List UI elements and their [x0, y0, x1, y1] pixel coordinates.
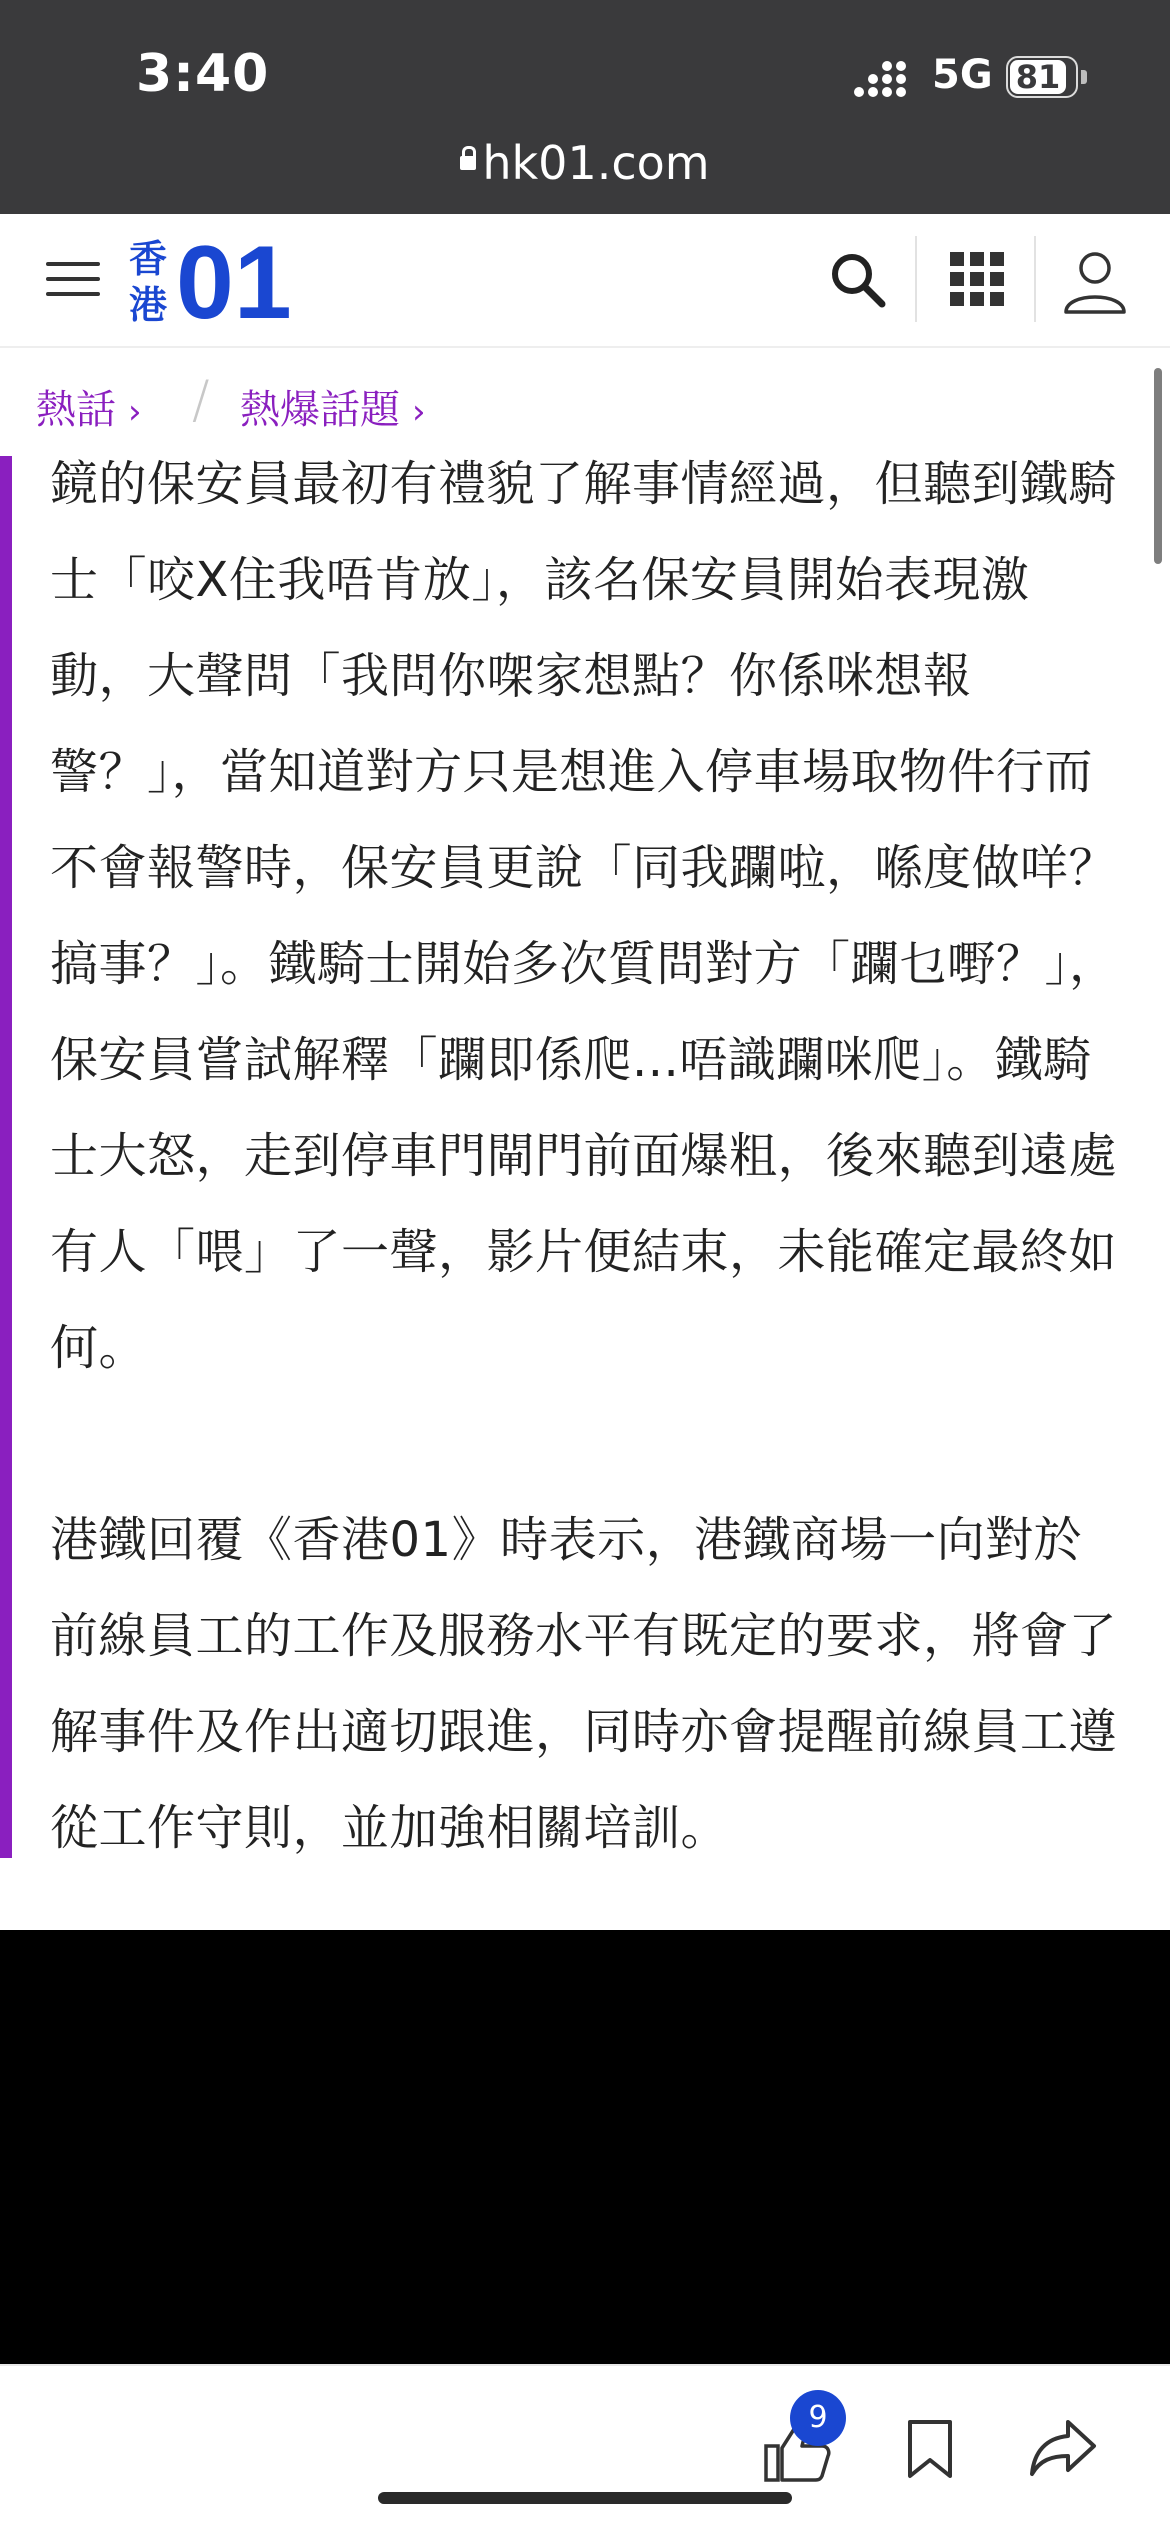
logo-01-mark	[176, 234, 302, 330]
logo-01-text: 01	[176, 234, 292, 330]
bookmark-icon[interactable]	[906, 2418, 954, 2480]
share-icon[interactable]	[1028, 2416, 1098, 2480]
breadcrumb-item-hot-topics[interactable]	[36, 378, 142, 435]
site-header	[0, 214, 1170, 348]
search-icon[interactable]	[828, 250, 888, 310]
article-paragraph: 鏡的保安員最初有禮貌了解事情經過，但聽到鐵騎士「咬X住我唔肯放」，該名保安員開始表現激動，大聲問「我問你㗎家想點？你係咪想報警？」，當知道對方只是想進入停車場取物件行而不會報警時，保安員更說「同我躝啦，喺度做咩？搞事？」。鐵騎士開始多次質問對方「躝乜嘢？」，保安員嘗試解釋「躝即係爬...唔識躝咪爬」。鐵騎士大怒，走到停車門閘門前面爆粗，後來聽到遠處有人「喂」了一聲，影片便結束，未能確定最終如何。	[50, 456, 1118, 1376]
breadcrumb	[0, 348, 1170, 456]
article-accent-bar	[0, 456, 12, 1858]
breadcrumb-item-trending[interactable]	[240, 378, 426, 435]
breadcrumb-label: 熱爆話題	[240, 387, 400, 433]
article-toolbar	[0, 2364, 1170, 2534]
network-type: 5G	[932, 52, 993, 98]
battery-icon	[1006, 56, 1088, 100]
apps-grid-icon[interactable]	[950, 252, 1004, 306]
home-indicator	[378, 2492, 792, 2504]
logo-chinese-text: 香港	[128, 237, 167, 327]
cellular-signal-icon	[853, 60, 915, 98]
header-divider	[915, 236, 917, 322]
hamburger-menu-icon[interactable]	[46, 256, 100, 302]
chevron-right-icon: ›	[128, 392, 142, 432]
chevron-right-icon: ›	[412, 392, 426, 432]
header-divider	[1034, 236, 1036, 322]
media-placeholder[interactable]	[0, 1930, 1170, 2364]
user-account-icon[interactable]	[1060, 246, 1130, 316]
status-time: 3:40	[136, 44, 270, 104]
breadcrumb-separator: /	[192, 370, 210, 430]
browser-chrome	[0, 0, 1170, 214]
lock-icon	[460, 156, 476, 170]
article-paragraph: 港鐵回覆《香港01》時表示，港鐵商場一向對於前線員工的工作及服務水平有既定的要求，將會了解事件及作出適切跟進，同時亦會提醒前線員工遵從工作守則，並加強相關培訓。	[50, 1512, 1118, 1856]
battery-level: 81	[1015, 58, 1061, 96]
hk01-logo[interactable]	[126, 232, 302, 332]
article-body	[0, 456, 1170, 1858]
url-bar[interactable]	[0, 136, 1170, 190]
breadcrumb-label: 熱話	[36, 387, 116, 433]
like-count-badge: 9	[790, 2390, 846, 2446]
url-text: hk01.com	[482, 136, 710, 190]
